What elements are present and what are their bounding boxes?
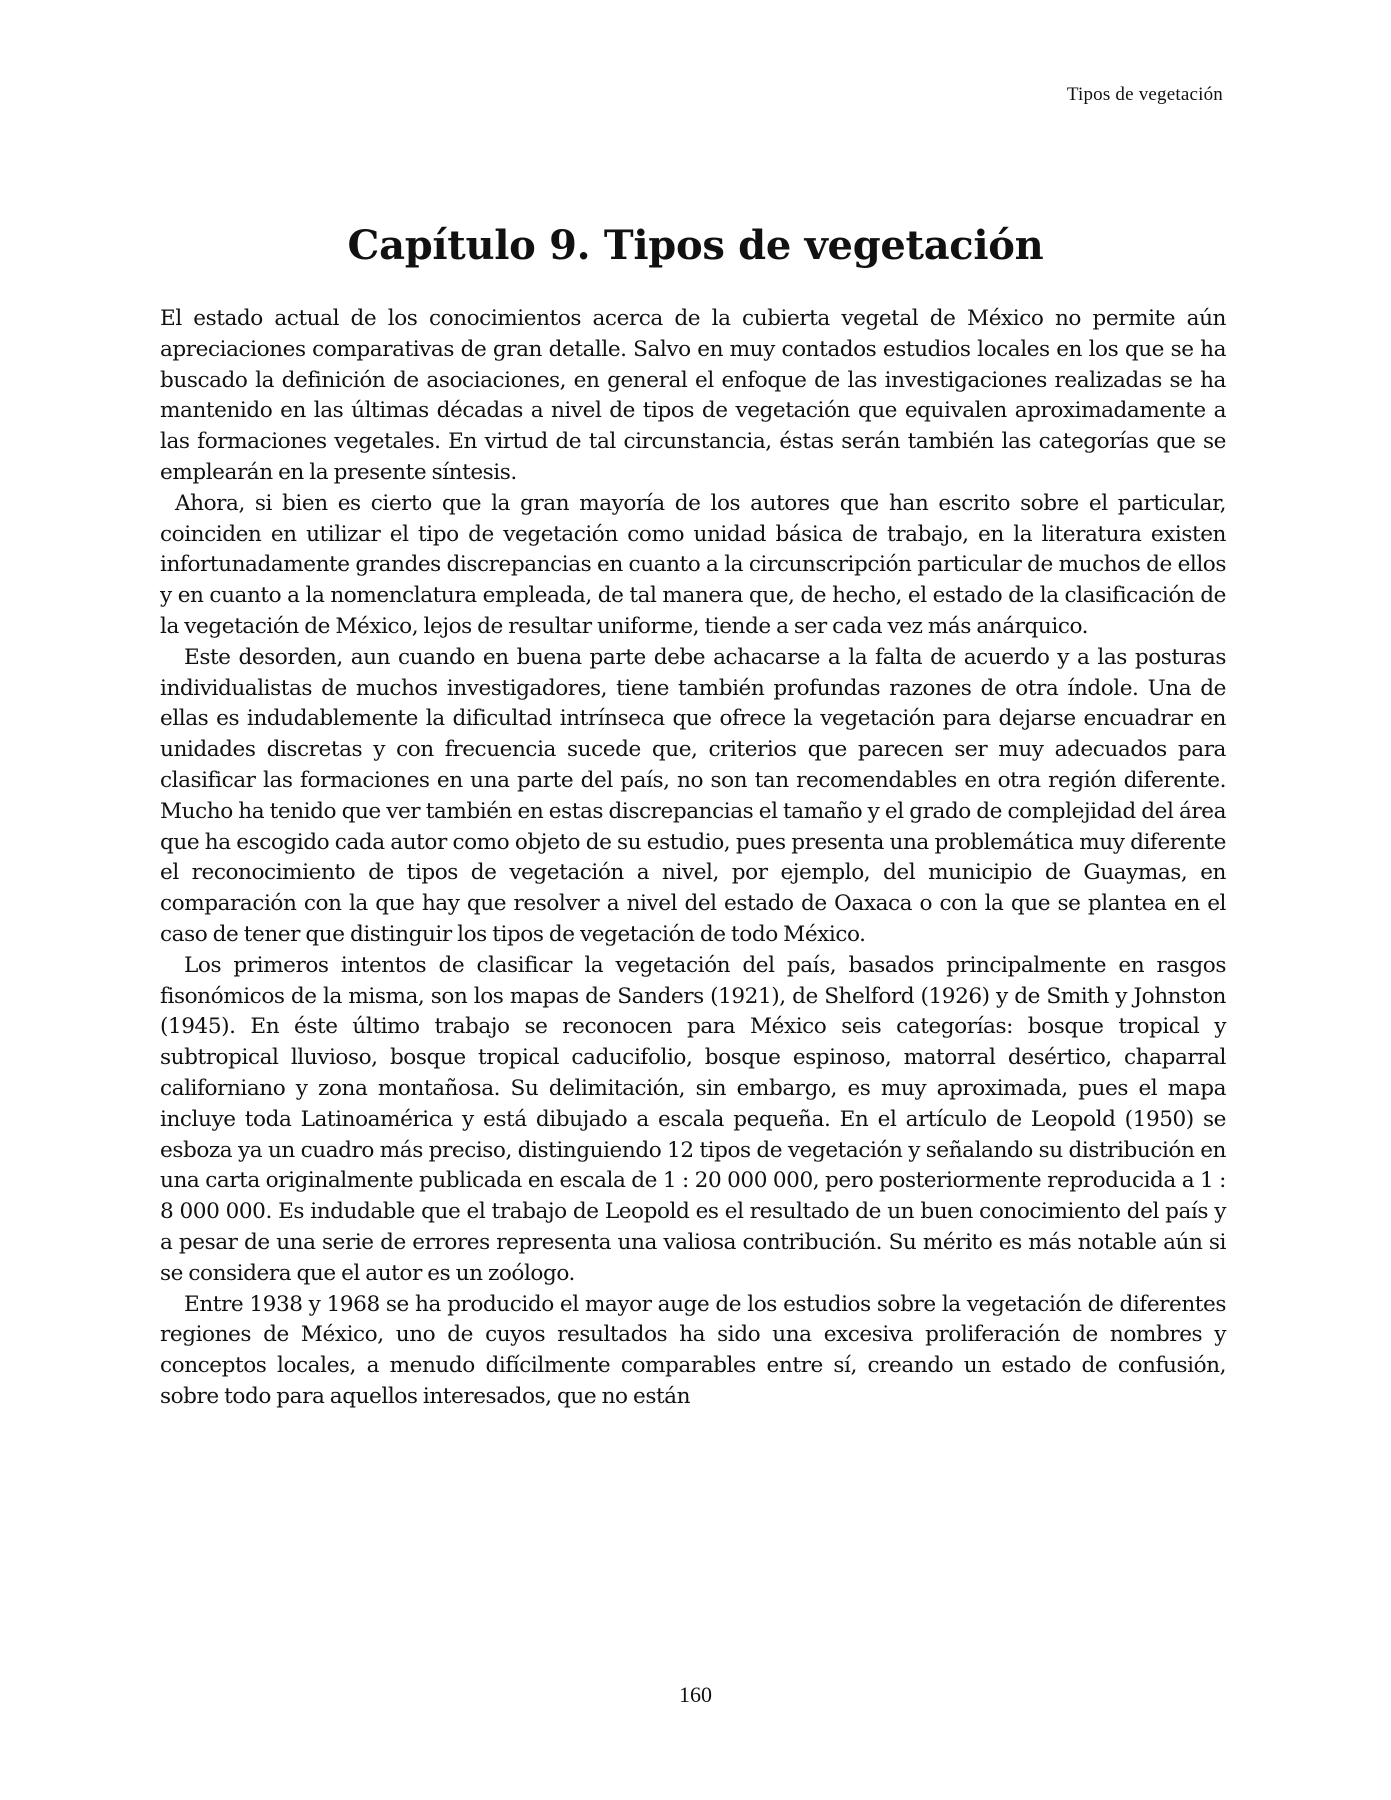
paragraph-1: El estado actual de los conocimientos acerca de la cubierta vegetal de México no permite aún apreciaciones comparativas de gran detalle. Salvo en muy contados estudios locales en los que se ha buscado la definición de asociaciones, en general el enfoque de las investigaciones realizadas se ha mantenido en las últimas décadas a nivel de tipos de vegetación que equivalen aproximadamente a las formaciones vegetales. En virtud de tal circunstancia, éstas serán también las categorías que se emplearán en la presente síntesis.	[160, 306, 1226, 485]
page-number: 160	[679, 1682, 712, 1707]
chapter-title: Capítulo 9. Tipos de vegetación	[347, 222, 1044, 269]
paragraph-5: Entre 1938 y 1968 se ha producido el mayor auge de los estudios sobre la vegetación de diferentes regiones de México, uno de cuyos resultados ha sido una excesiva proliferación de nombres y conceptos locales, a menudo difícilmente comparables entre sí, creando un estado de confusión, sobre todo para aquellos interesados, que no están	[160, 1291, 1226, 1409]
paragraph-3: Este desorden, aun cuando en buena parte debe achacarse a la falta de acuerdo y a las posturas individualistas de muchos investigadores, tiene también profundas razones de otra índole. Una de ellas es indudablemente la dificultad intrínseca que ofrece la vegetación para dejarse encuadrar en unidades discretas y con frecuencia sucede que, criterios que parecen ser muy adecuados para clasificar las formaciones en una parte del país, no son tan recomendables en otra región diferente. Mucho ha tenido que ver también en estas discrepancias el tamaño y el grado de complejidad del área que ha escogido cada autor como objeto de su estudio, pues presenta una problemática muy diferente el reconocimiento de tipos de vegetación a nivel, por ejemplo, del municipio de Guaymas, en comparación con la que hay que resolver a nivel del estado de Oaxaca o con la que se plantea en el caso de tener que distinguir los tipos de vegetación de todo México.	[160, 644, 1226, 947]
paragraph-2: Ahora, si bien es cierto que la gran mayoría de los autores que han escrito sobre el particular, coinciden en utilizar el tipo de vegetación como unidad básica de trabajo, en la literatura existen infortunadamente grandes discrepancias en cuanto a la circunscripción particular de muchos de ellos y en cuanto a la nomenclatura empleada, de tal manera que, de hecho, el estado de la clasificación de la vegetación de México, lejos de resultar uniforme, tiende a ser cada vez más anárquico.	[160, 490, 1226, 639]
body-text	[160, 304, 1226, 1413]
paragraph-4: Los primeros intentos de clasificar la vegetación del país, basados principalmente en rasgos fisonómicos de la misma, son los mapas de Sanders (1921), de Shelford (1926) y de Smith y Johnston (1945). En éste último trabajo se reconocen para México seis categorías: bosque tropical y subtropical lluvioso, bosque tropical caducifolio, bosque espinoso, matorral desértico, chaparral californiano y zona montañosa. Su delimitación, sin embargo, es muy aproximada, pues el mapa incluye toda Latinoamérica y está dibujado a escala pequeña. En el artículo de Leopold (1950) se esboza ya un cuadro más preciso, distinguiendo 12 tipos de vegetación y señalando su distribución en una carta originalmente publicada en escala de 1 : 20 000 000, pero posteriormente reproducida a 1 : 8 000 000. Es indudable que el trabajo de Leopold es el resultado de un buen conocimiento del país y a pesar de una serie de errores representa una valiosa contribución. Su mérito es más notable aún si se considera que el autor es un zoólogo.	[160, 952, 1226, 1286]
running-header: Tipos de vegetación	[1066, 84, 1223, 105]
